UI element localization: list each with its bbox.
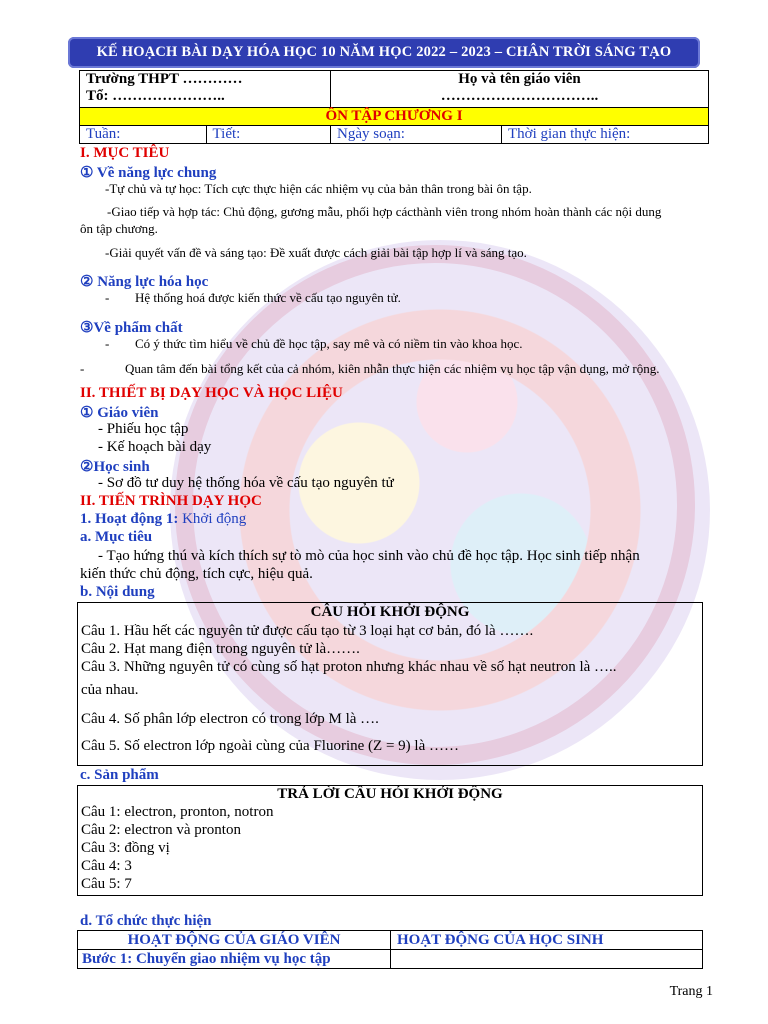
student-material-1: - Sơ đồ tư duy hệ thống hóa về cấu tạo nguyên tử [98, 475, 394, 491]
general-competence-item-1: -Tự chủ và tự học: Tích cực thực hiện các nhiệm vụ của bản thân trong bài ôn tập. [105, 181, 532, 196]
organization-d-title: d. Tổ chức thực hiện [80, 913, 212, 929]
question-5: Câu 5. Số electron lớp ngoài cùng của Fluorine (Z = 9) là …… [81, 738, 459, 754]
answer-2: Câu 2: electron và pronton [81, 822, 241, 838]
group-name: Tổ: ………………….. [86, 88, 225, 104]
quality-dash-2: - [80, 361, 85, 376]
question-2: Câu 2. Hạt mang điện trong nguyên tử là……. [81, 641, 360, 657]
lesson-title: ÔN TẬP CHƯƠNG I [80, 108, 709, 126]
objectives-heading: I. MỤC TIÊU [80, 145, 170, 161]
starter-answers-title: TRẢ LỜI CÂU HỎI KHỞI ĐỘNG [277, 786, 503, 802]
answer-3: Câu 3: đồng vị [81, 840, 170, 856]
teacher-name-placeholder: ………………………….. [440, 88, 599, 104]
content-b-title: b. Nội dung [80, 584, 155, 600]
process-heading: II. TIẾN TRÌNH DẠY HỌC [80, 493, 262, 509]
teacher-material-2: - Kế hoạch bài dạy [98, 439, 212, 455]
question-3a: Câu 3. Những nguyên tử có cùng số hạt proton nhưng khác nhau về số hạt neutron là ….. [81, 659, 617, 675]
starter-questions-title: CÂU HỎI KHỞI ĐỘNG [310, 604, 470, 620]
general-competence-item-3: -Giải quyết vấn đề và sáng tạo: Đề xuất được cách giải bài tập hợp lí và sáng tạo. [105, 245, 527, 260]
teacher-material-1: - Phiếu học tập [98, 421, 189, 437]
period-cell: Tiết: [206, 126, 330, 144]
document-header-banner: KẾ HOẠCH BÀI DẠY HÓA HỌC 10 NĂM HỌC 2022 – 2023 – CHÂN TRỜI SÁNG TẠO [68, 37, 700, 68]
starter-questions-box [77, 602, 703, 766]
quality-item-2: Quan tâm đến bài tổng kết của cả nhóm, kiên nhẫn thực hiện các nhiệm vụ học tập vận dụng, mở rộng. [125, 361, 660, 376]
starter-answers-box [77, 785, 703, 896]
general-competence-item-2b: ôn tập chương. [80, 221, 158, 236]
teacher-activity-header: HOẠT ĐỘNG CỦA GIÁO VIÊN [78, 931, 391, 950]
step-1-cell: Bước 1: Chuyển giao nhiệm vụ học tập [78, 950, 391, 969]
teacher-materials-title: ① Giáo viên [80, 405, 159, 421]
general-competence-title: ① Về năng lực chung [80, 165, 217, 181]
equipment-heading: II. THIẾT BỊ DẠY HỌC VÀ HỌC LIỆU [80, 385, 343, 401]
chemistry-competence-dash: - [105, 290, 110, 305]
objective-a-title: a. Mục tiêu [80, 529, 153, 545]
objective-a-text-2: kiến thức chủ động, tích cực, hiệu quả. [80, 566, 313, 582]
activity-organization-table [77, 930, 703, 969]
answer-1: Câu 1: electron, pronton, notron [81, 804, 274, 820]
chemistry-competence-title: ② Năng lực hóa học [80, 274, 209, 290]
objective-a-text-1: - Tạo hứng thú và kích thích sự tò mò của học sinh vào chủ đề học tập. Học sinh tiếp nhận [98, 548, 640, 564]
product-c-title: c. Sản phẩm [80, 767, 159, 783]
activity-1-name: Khởi động [182, 511, 247, 527]
quality-item-1: Có ý thức tìm hiểu về chủ đề học tập, say mê và có niềm tin vào khoa học. [135, 336, 523, 351]
general-competence-item-2a: -Giao tiếp và hợp tác: Chủ động, gương mẫu, phối hợp cácthành viên trong nhóm hoàn thành các nội dung [107, 204, 662, 219]
answer-5: Câu 5: 7 [81, 876, 132, 892]
quality-dash-1: - [105, 336, 110, 351]
school-name: Trường THPT ………… [86, 71, 243, 87]
activity-1-prefix: 1. Hoạt động 1: [80, 511, 183, 527]
answer-4: Câu 4: 3 [81, 858, 132, 874]
question-1: Câu 1. Hầu hết các nguyên tử được cấu tạo từ 3 loại hạt cơ bản, đó là ……. [81, 623, 534, 639]
date-cell: Ngày soạn: [331, 126, 502, 144]
page-number: Trang 1 [669, 984, 713, 999]
question-3b: của nhau. [81, 682, 139, 698]
teacher-info-cell [331, 71, 709, 108]
step-1-student-cell [391, 950, 703, 969]
chemistry-competence-item-1: Hệ thống hoá được kiến thức về cấu tạo nguyên tử. [135, 290, 401, 305]
lesson-info-table [79, 70, 709, 144]
student-materials-title: ②Học sinh [80, 459, 150, 475]
week-cell: Tuần: [80, 126, 207, 144]
quality-title: ③Về phẩm chất [80, 320, 183, 336]
school-info-cell [80, 71, 331, 108]
teacher-label: Họ và tên giáo viên [458, 71, 581, 87]
activity-1-title [80, 511, 246, 528]
student-activity-header: HOẠT ĐỘNG CỦA HỌC SINH [391, 931, 703, 950]
question-4: Câu 4. Số phân lớp electron có trong lớp M là …. [81, 711, 379, 727]
time-cell: Thời gian thực hiện: [502, 126, 709, 144]
